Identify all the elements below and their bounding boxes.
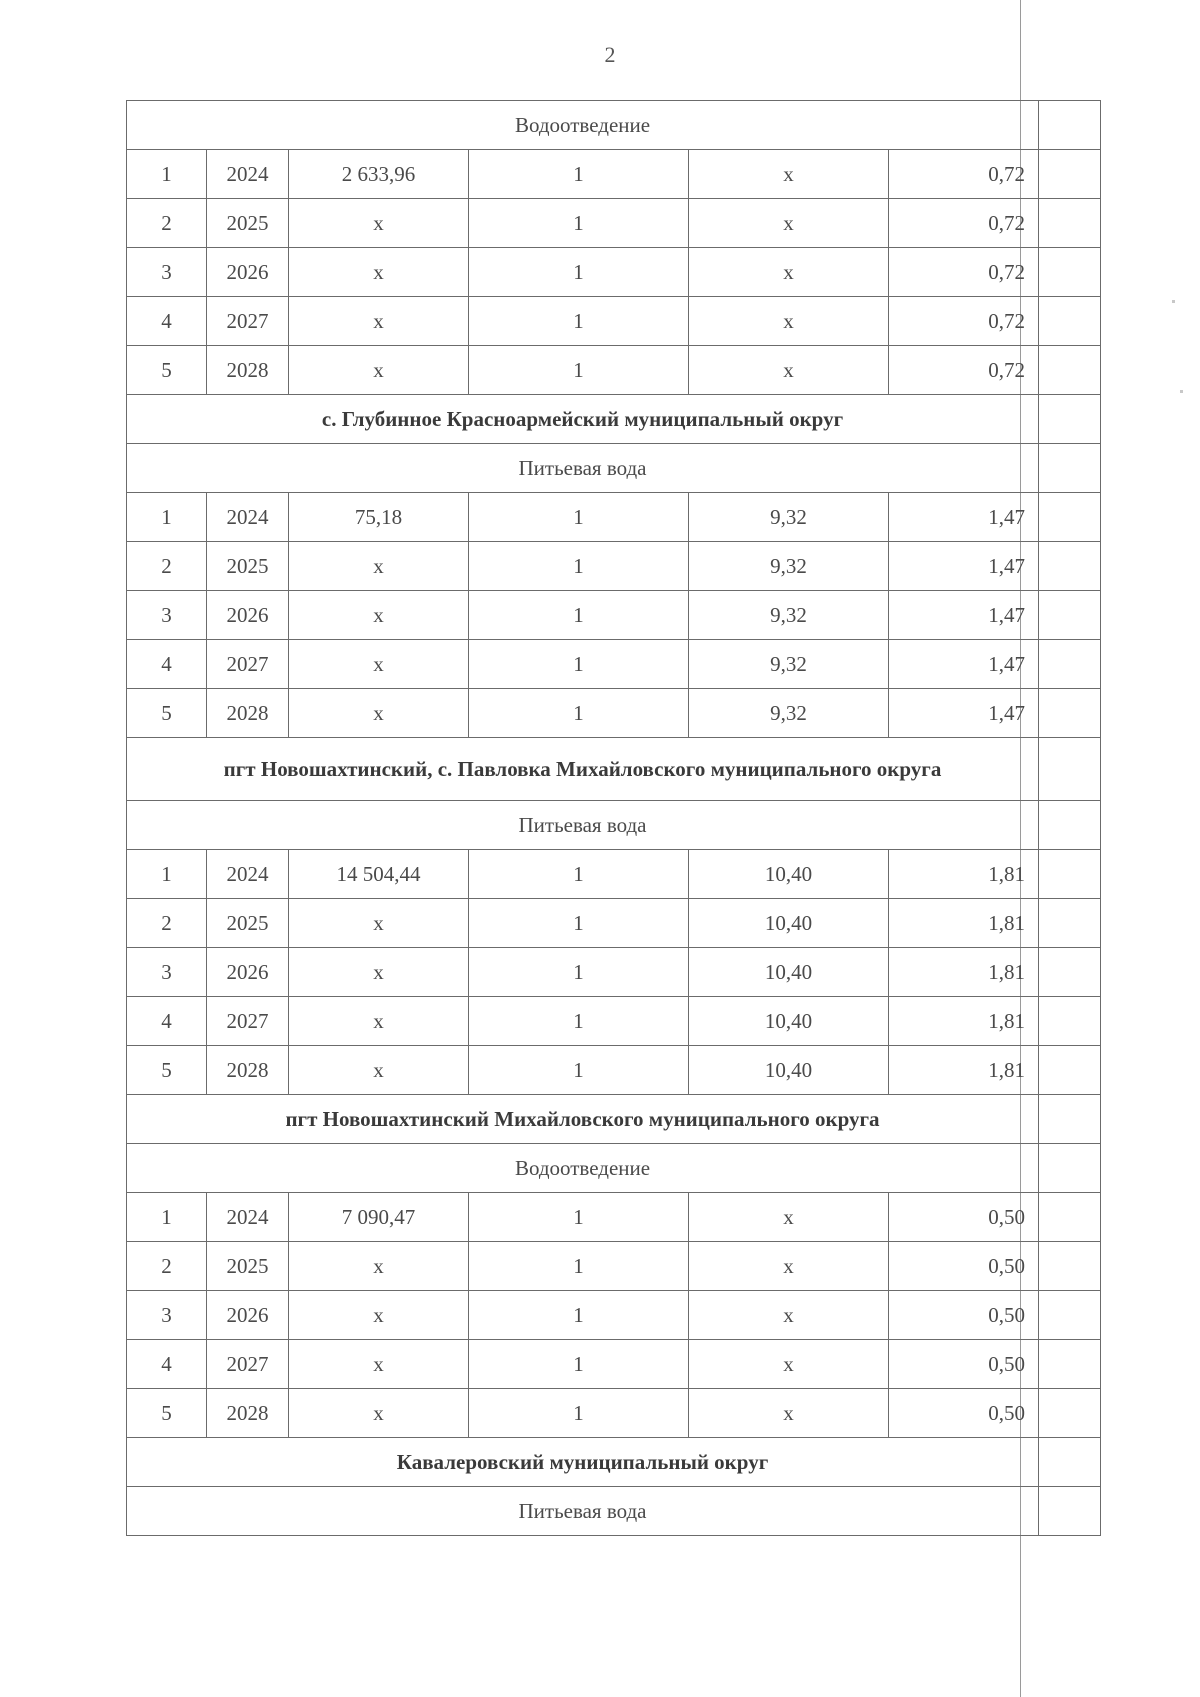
row-index: 3 [127,248,207,297]
row-value-a: х [689,1242,889,1291]
subsection-title: Питьевая вода [127,1487,1039,1536]
row-value-b: 0,50 [889,1389,1039,1438]
margin-cell [1039,801,1101,850]
row-year: 2026 [207,591,289,640]
table-row [127,948,1101,997]
row-coefficient: 1 [469,1291,689,1340]
table-row [127,248,1101,297]
row-coefficient: 1 [469,689,689,738]
row-coefficient: 1 [469,850,689,899]
table-row [127,640,1101,689]
row-index: 2 [127,1242,207,1291]
table-row [127,1389,1101,1438]
row-value-a: 10,40 [689,850,889,899]
row-value-b: 1,47 [889,640,1039,689]
margin-cell [1039,738,1101,801]
margin-cell [1039,297,1101,346]
row-coefficient: 1 [469,199,689,248]
row-index: 3 [127,948,207,997]
margin-cell [1039,150,1101,199]
row-coefficient: 1 [469,150,689,199]
row-value-a: 9,32 [689,640,889,689]
table-row [127,493,1101,542]
section-title-row [127,395,1101,444]
row-coefficient: 1 [469,591,689,640]
margin-cell [1039,591,1101,640]
row-index: 4 [127,640,207,689]
margin-cell [1039,1389,1101,1438]
row-volume: х [289,1046,469,1095]
row-value-b: 0,50 [889,1193,1039,1242]
row-index: 3 [127,1291,207,1340]
margin-cell [1039,899,1101,948]
row-value-a: 10,40 [689,997,889,1046]
row-volume: х [289,1291,469,1340]
row-year: 2027 [207,1340,289,1389]
row-volume: х [289,591,469,640]
row-value-a: х [689,297,889,346]
margin-cell [1039,1046,1101,1095]
table-row [127,1193,1101,1242]
page-number: 2 [604,42,616,67]
row-volume: х [289,899,469,948]
subsection-title-row [127,1487,1101,1536]
row-coefficient: 1 [469,1193,689,1242]
row-index: 1 [127,850,207,899]
row-value-a: 9,32 [689,493,889,542]
row-value-a: х [689,1291,889,1340]
row-year: 2028 [207,1389,289,1438]
row-volume: х [289,346,469,395]
row-value-a: 9,32 [689,542,889,591]
row-year: 2025 [207,542,289,591]
table-row [127,997,1101,1046]
row-value-b: 1,47 [889,493,1039,542]
subsection-title-row [127,801,1101,850]
row-value-b: 1,81 [889,1046,1039,1095]
row-volume: 14 504,44 [289,850,469,899]
section-title: пгт Новошахтинский, с. Павловка Михайловского муниципального округа [127,738,1039,801]
table-row [127,1291,1101,1340]
row-index: 1 [127,150,207,199]
row-year: 2024 [207,493,289,542]
tariff-table-body [127,101,1101,1536]
row-value-a: 10,40 [689,899,889,948]
row-index: 5 [127,1046,207,1095]
section-title: Кавалеровский муниципальный округ [127,1438,1039,1487]
row-index: 2 [127,542,207,591]
row-index: 1 [127,493,207,542]
row-coefficient: 1 [469,640,689,689]
margin-cell [1039,1242,1101,1291]
row-volume: х [289,297,469,346]
row-volume: 7 090,47 [289,1193,469,1242]
row-value-b: 0,72 [889,297,1039,346]
row-coefficient: 1 [469,297,689,346]
row-index: 4 [127,1340,207,1389]
subsection-title-row [127,101,1101,150]
margin-cell [1039,1193,1101,1242]
row-year: 2027 [207,297,289,346]
row-value-a: х [689,1340,889,1389]
row-volume: х [289,1242,469,1291]
row-index: 5 [127,689,207,738]
row-coefficient: 1 [469,1242,689,1291]
row-index: 5 [127,346,207,395]
row-value-b: 0,72 [889,346,1039,395]
row-value-b: 0,50 [889,1340,1039,1389]
subsection-title: Питьевая вода [127,801,1039,850]
row-volume: х [289,542,469,591]
row-coefficient: 1 [469,493,689,542]
row-index: 1 [127,1193,207,1242]
row-value-b: 0,50 [889,1242,1039,1291]
table-row [127,1242,1101,1291]
row-coefficient: 1 [469,997,689,1046]
row-year: 2026 [207,248,289,297]
row-volume: х [289,689,469,738]
row-year: 2027 [207,997,289,1046]
row-value-a: 10,40 [689,1046,889,1095]
table-row [127,150,1101,199]
subsection-title: Водоотведение [127,1144,1039,1193]
row-volume: х [289,1340,469,1389]
row-coefficient: 1 [469,1340,689,1389]
scan-speck [1180,390,1183,393]
table-row [127,542,1101,591]
row-volume: 75,18 [289,493,469,542]
table-row [127,850,1101,899]
row-coefficient: 1 [469,346,689,395]
row-value-b: 0,72 [889,150,1039,199]
section-title: с. Глубинное Красноармейский муниципальный округ [127,395,1039,444]
row-year: 2028 [207,1046,289,1095]
row-value-b: 1,81 [889,850,1039,899]
subsection-title-row [127,444,1101,493]
margin-cell [1039,948,1101,997]
row-coefficient: 1 [469,1389,689,1438]
row-index: 4 [127,997,207,1046]
row-coefficient: 1 [469,248,689,297]
row-value-a: х [689,1193,889,1242]
table-row [127,199,1101,248]
margin-cell [1039,997,1101,1046]
row-year: 2025 [207,899,289,948]
row-index: 2 [127,899,207,948]
row-value-a: х [689,1389,889,1438]
row-volume: х [289,640,469,689]
margin-cell [1039,395,1101,444]
row-value-b: 0,72 [889,248,1039,297]
row-value-a: х [689,150,889,199]
row-value-a: 10,40 [689,948,889,997]
margin-cell [1039,493,1101,542]
row-index: 5 [127,1389,207,1438]
table-row [127,591,1101,640]
margin-cell [1039,1340,1101,1389]
row-value-b: 1,81 [889,899,1039,948]
margin-cell [1039,850,1101,899]
subsection-title: Питьевая вода [127,444,1039,493]
scan-speck [1172,300,1175,303]
margin-cell [1039,1144,1101,1193]
row-value-a: 9,32 [689,689,889,738]
margin-cell [1039,1291,1101,1340]
row-value-b: 1,47 [889,689,1039,738]
row-value-b: 1,81 [889,997,1039,1046]
row-index: 3 [127,591,207,640]
row-value-b: 1,47 [889,591,1039,640]
row-coefficient: 1 [469,1046,689,1095]
row-volume: х [289,248,469,297]
row-year: 2025 [207,199,289,248]
margin-cell [1039,1438,1101,1487]
row-volume: х [289,1389,469,1438]
section-title-row [127,738,1101,801]
row-volume: х [289,948,469,997]
row-volume: х [289,199,469,248]
row-value-a: х [689,248,889,297]
subsection-title-row [127,1144,1101,1193]
margin-cell [1039,101,1101,150]
row-index: 2 [127,199,207,248]
section-title-row [127,1438,1101,1487]
margin-cell [1039,346,1101,395]
margin-cell [1039,640,1101,689]
row-year: 2024 [207,1193,289,1242]
row-year: 2026 [207,1291,289,1340]
row-coefficient: 1 [469,542,689,591]
row-index: 4 [127,297,207,346]
row-value-a: 9,32 [689,591,889,640]
row-year: 2028 [207,346,289,395]
row-value-a: х [689,199,889,248]
row-value-b: 1,47 [889,542,1039,591]
row-year: 2027 [207,640,289,689]
row-value-b: 0,72 [889,199,1039,248]
margin-cell [1039,248,1101,297]
table-row [127,297,1101,346]
tariff-table [126,100,1101,1536]
row-year: 2026 [207,948,289,997]
row-volume: 2 633,96 [289,150,469,199]
row-year: 2024 [207,850,289,899]
section-title-row [127,1095,1101,1144]
row-value-b: 0,50 [889,1291,1039,1340]
table-row [127,899,1101,948]
row-value-b: 1,81 [889,948,1039,997]
margin-cell [1039,689,1101,738]
row-value-a: х [689,346,889,395]
margin-cell [1039,199,1101,248]
margin-cell [1039,542,1101,591]
row-year: 2028 [207,689,289,738]
section-title: пгт Новошахтинский Михайловского муниципального округа [127,1095,1039,1144]
table-row [127,689,1101,738]
table-row [127,1340,1101,1389]
margin-cell [1039,1095,1101,1144]
row-volume: х [289,997,469,1046]
table-row [127,1046,1101,1095]
margin-cell [1039,1487,1101,1536]
row-year: 2024 [207,150,289,199]
row-coefficient: 1 [469,948,689,997]
row-coefficient: 1 [469,899,689,948]
table-row [127,346,1101,395]
row-year: 2025 [207,1242,289,1291]
subsection-title: Водоотведение [127,101,1039,150]
margin-cell [1039,444,1101,493]
